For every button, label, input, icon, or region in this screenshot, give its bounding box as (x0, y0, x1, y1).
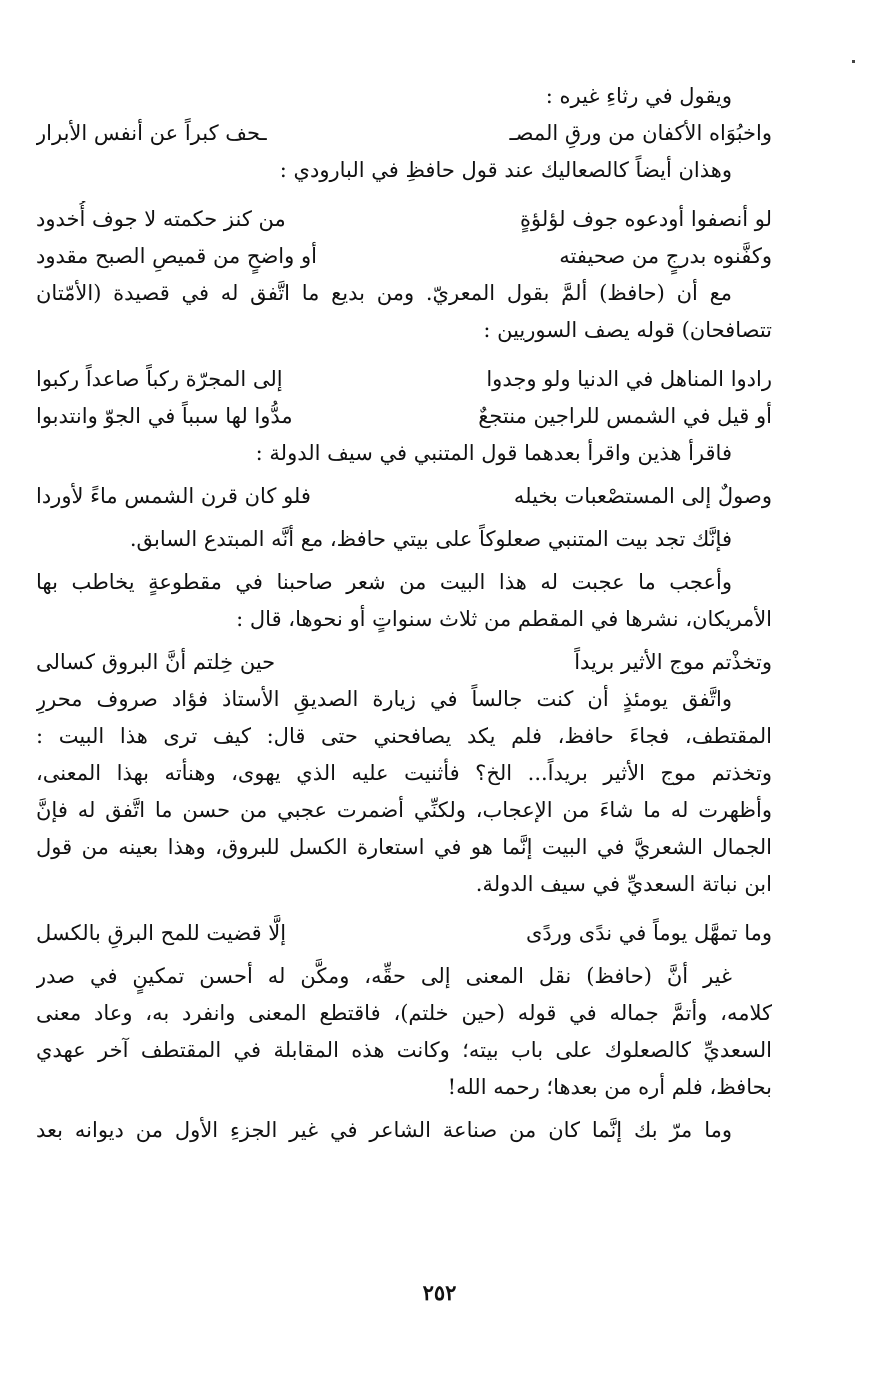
verse-second-hemistich: حين خِلتم أنَّ البروق كسالى (36, 650, 276, 674)
verse-line (36, 115, 772, 152)
verse-first-hemistich: وتخذْتم موج الأثير بريداً (574, 650, 772, 674)
verse-second-hemistich: فلو كان قرن الشمس ماءً لأوردا (36, 484, 311, 508)
prose-line: بحافظ، فلم أره من بعدها؛ رحمه الله! (447, 1075, 772, 1099)
prose-line: كلامه، وأتمَّ جماله في قوله (حين خلتم)، فاقتطع المعنى وانفرد به، وعاد معنى (36, 1001, 772, 1025)
verse-line (36, 644, 772, 681)
prose-line: وأعجب ما عجبت له هذا البيت من شعر صاحبنا في مقطوعةٍ يخاطب بها (36, 570, 732, 594)
verse-first-hemistich: واخبُوَاه الأكفان من ورقِ المصـ (509, 121, 772, 145)
spacer (36, 349, 772, 361)
corner-mark (852, 60, 855, 63)
verse-first-hemistich: لو أنصفوا أودعوه جوف لؤلؤةٍ (520, 207, 772, 231)
verse-second-hemistich: ـحف كبراً عن أنفس الأبرار (36, 121, 267, 145)
verse-first-hemistich: أو قيل في الشمس للراجين منتجعٌ (478, 404, 772, 428)
verse-first-hemistich: وما تمهَّل يوماً في ندًى وردًى (526, 921, 772, 945)
page-number: ٢٥٢ (422, 1280, 457, 1305)
verse-second-hemistich: أو واضحٍ من قميصِ الصبح مقدود (36, 244, 317, 268)
prose-line: ابن نباتة السعديِّ في سيف الدولة. (475, 872, 772, 896)
verse-line (36, 478, 772, 515)
verse-line (36, 201, 772, 238)
prose-line: وهذان أيضاً كالصعاليك عند قول حافظِ في البارودي : (279, 158, 732, 182)
book-page (36, 78, 772, 1149)
verse-line (36, 398, 772, 435)
verse-line (36, 238, 772, 275)
verse-second-hemistich: إلى المجرّة ركباً صاعداً ركبوا (36, 367, 283, 391)
prose-line: تتصافحان) قوله يصف السوريين : (483, 318, 772, 342)
prose-line: الأمريكان، نشرها في المقطم من ثلاث سنواتٍ أو نحوها، قال : (236, 607, 772, 631)
verse-second-hemistich: من كنز حكمته لا جوف أُخدود (36, 207, 286, 231)
verse-first-hemistich: رادوا المناهل في الدنيا ولو وجدوا (486, 367, 772, 391)
verse-first-hemistich: وصولٌ إلى المستصْعبات بخيله (513, 484, 772, 508)
prose-line: الجمال الشعريَّ في البيت إنَّما هو في استعارة الكسل للبروق، وهذا بعينه من قول (36, 835, 772, 859)
spacer (36, 189, 772, 201)
prose-line: واتَّفق يومئذٍ أن كنت جالساً في زيارة الصديقِ الأستاذ فؤاد صروف محررِ (36, 687, 732, 711)
prose-line: ويقول في رثاءِ غيره : (545, 84, 732, 108)
verse-line (36, 915, 772, 952)
verse-first-hemistich: وكفَّنوه بدرجٍ من صحيفته (559, 244, 772, 268)
prose-line: المقتطف، فجاءَ حافظ، فلم يكد يصافحني حتى قال: كيف ترى هذا البيت : (36, 724, 772, 748)
prose-line: فاقرأ هذين واقرأ بعدهما قول المتنبي في سيف الدولة : (255, 441, 732, 465)
spacer (36, 903, 772, 915)
prose-line: وما مرّ بك إنَّما كان من صناعة الشاعر في غير الجزءِ الأول من ديوانه بعد (36, 1118, 732, 1142)
prose-line: غير أنَّ (حافظ) نقل المعنى إلى حقِّه، ومكَّن له أحسن تمكينٍ في صدر (36, 964, 732, 988)
prose-line: مع أن (حافظ) ألمَّ بقول المعريّ. ومن بديع ما اتَّفق له في قصيدة (الأمّتان (36, 281, 732, 305)
verse-line (36, 361, 772, 398)
verse-second-hemistich: مدُّوا لها سبباً في الجوّ وانتدبوا (36, 404, 293, 428)
prose-line: وتخذتم موج الأثير بريداً... الخ؟ فأثنيت عليه الذي يهوى، وهنأته بهذا المعنى، (36, 761, 772, 785)
prose-line: فإنَّك تجد بيت المتنبي صعلوكاً على بيتي حافظ، مع أنَّه المبتدع السابق. (129, 527, 732, 551)
prose-line: السعديِّ كالصعلوك على باب بيته؛ وكانت هذه المقابلة في المقتطف آخر عهدي (36, 1038, 772, 1062)
verse-second-hemistich: إلَّا قضيت للمح البرقِ بالكسل (36, 921, 287, 945)
prose-line: وأظهرت له ما شاءَ من الإعجاب، ولكنِّي أضمرت عجبي من حسن ما اتَّفق له فإنَّ (36, 798, 772, 822)
